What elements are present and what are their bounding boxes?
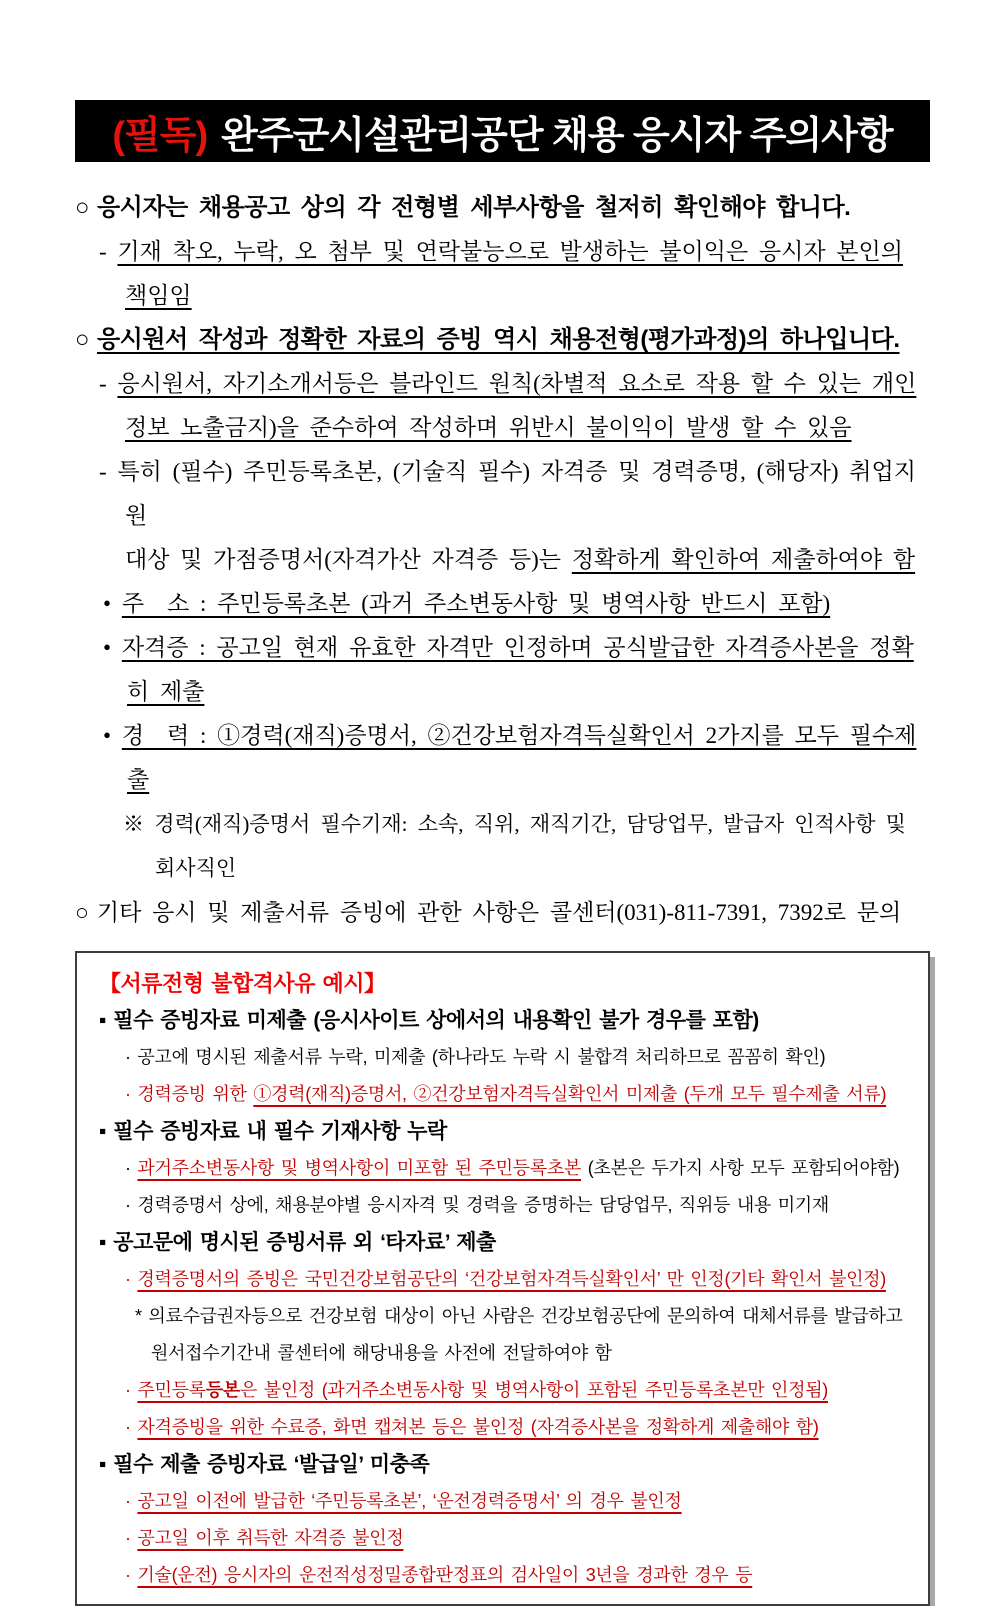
notice-career-required-fields-text: 경력(재직)증명서 필수기재: 소속, 직위, 재직기간, 담당업무, 발급자 인적사항 및 회사직인 — [154, 812, 906, 880]
notice-address-text: 주 소 : 주민등록초본 (과거 주소변동사항 및 병역사항 반드시 포함) — [121, 591, 831, 616]
header-banner — [75, 100, 930, 162]
fail-item-omitted-docs-text: 공고에 명시된 제출서류 누락, 미제출 (하나라도 누락 시 불합격 처리하므로 꼼꼼히 확인) — [137, 1047, 826, 1067]
fail-item-deungbon-rejected — [99, 1372, 912, 1409]
fail-item-deungbon-bold: 등본 — [205, 1380, 240, 1400]
fail-item-nhis-only — [99, 1261, 912, 1298]
notice-license-text: 자격증 : 공고일 현재 유효한 자격만 인정하며 공식발급한 자격증사본을 정확히 제출 — [121, 635, 914, 704]
fail-note-medical-aid-line1: 의료수급권자등으로 건강보험 대상이 아닌 사람은 건강보험공단에 문의하여 대체서류를 발급하고 — [148, 1306, 903, 1326]
square-bullet: ▪ — [99, 1120, 106, 1143]
fail-note-medical-aid — [99, 1298, 912, 1372]
mandatory-read-badge: (필독) — [112, 114, 208, 157]
notice-required-docs-line2-plain: 대상 및 가점증명서(자격가산 자격증 등)는 — [125, 547, 572, 572]
notice-application-proof-text: 응시원서 작성과 정확한 자료의 증빙 역시 채용전형(평가과정)의 하나입니다. — [97, 326, 900, 353]
reference-mark: ※ — [123, 812, 144, 836]
fail-item-driving-aptitude-expired — [99, 1557, 912, 1594]
mid-dot-bullet: · — [125, 1565, 131, 1585]
fail-item-career-cert-missing-fields-text: 경력증명서 상에, 채용분야별 응시자격 및 경력을 증명하는 담당업무, 직위등 내용 미기재 — [137, 1195, 829, 1215]
fail-item-driving-aptitude-expired-text: 기술(운전) 응시자의 운전적성정밀종합판정표의 검사일이 3년을 경과한 경우 등 — [137, 1565, 753, 1585]
notice-list — [75, 186, 930, 935]
notice-required-docs — [75, 450, 930, 582]
fail-item-career-proof-underline: ①경력(재직)증명서, ②건강보험자격득실확인서 미제출 (두개 모두 필수제출 서류) — [253, 1084, 887, 1104]
fail-item-abstract-missing-history-black: (초본은 두가지 사항 모두 포함되어야함) — [581, 1158, 900, 1178]
dash-bullet: - — [99, 371, 107, 396]
fail-box-title: 【서류전형 불합격사유 예시】 — [99, 971, 386, 996]
mid-dot-bullet: · — [125, 1269, 131, 1289]
mid-dot-bullet: · — [125, 1417, 131, 1437]
notice-required-docs-line2-underline: 정확하게 확인하여 제출하여야 함 — [571, 547, 916, 572]
fail-item-abstract-missing-history — [99, 1150, 912, 1187]
fail-item-career-proof-plain: 경력증빙 위한 — [137, 1084, 254, 1104]
fail-item-screenshot-rejected-text: 자격증빙을 위한 수료증, 화면 캡쳐본 등은 불인정 (자격증사본을 정확하게 제출해야 함) — [137, 1417, 819, 1437]
notice-application-proof — [75, 318, 930, 362]
fail-item-issued-before-notice-text: 공고일 이전에 발급한 ‘주민등록초본’, ‘운전경력증명서’ 의 경우 불인정 — [137, 1491, 682, 1511]
mid-dot-bullet: · — [125, 1084, 131, 1104]
square-bullet: ▪ — [99, 1453, 106, 1476]
notice-blind-principle — [75, 362, 930, 450]
mid-dot-bullet: · — [125, 1158, 131, 1178]
mid-dot-bullet: · — [125, 1528, 131, 1548]
notice-blind-principle-line2: 정보 노출금지)을 준수하여 작성하며 위반시 불이익이 발생 할 수 있음 — [125, 415, 852, 440]
fail-item-abstract-missing-history-red: 과거주소변동사항 및 병역사항이 미포함 된 주민등록초본 — [137, 1158, 582, 1178]
notice-check-details — [75, 186, 930, 230]
asterisk-bullet: * — [135, 1306, 142, 1326]
fail-heading-missing-fields — [99, 1113, 912, 1150]
fail-heading-issue-date — [99, 1446, 912, 1483]
fail-heading-other-materials-text: 공고문에 명시된 증빙서류 외 ‘타자료’ 제출 — [113, 1231, 496, 1254]
fail-item-nhis-only-text: 경력증명서의 증빙은 국민건강보험공단의 ‘건강보험자격득실확인서’ 만 인정(기타 확인서 불인정) — [137, 1269, 886, 1289]
notice-contact-callcenter — [75, 890, 930, 935]
fail-heading-issue-date-text: 필수 제출 증빙자료 ‘발급일’ 미충족 — [113, 1453, 430, 1476]
fail-item-career-cert-missing-fields — [99, 1187, 912, 1224]
fail-item-career-proof-missing — [99, 1076, 912, 1113]
notice-address-item — [75, 582, 930, 626]
fail-item-deungbon-prefix: 주민등록 — [137, 1380, 206, 1400]
notice-required-docs-line1: 특히 (필수) 주민등록초본, (기술직 필수) 자격증 및 경력증명, (해당자) 취업지원 — [117, 459, 916, 528]
fail-item-omitted-docs — [99, 1039, 912, 1076]
fail-item-screenshot-rejected — [99, 1409, 912, 1446]
dot-bullet: • — [103, 635, 112, 660]
mid-dot-bullet: · — [125, 1491, 131, 1511]
notice-check-details-text: 응시자는 채용공고 상의 각 전형별 세부사항을 철저히 확인해야 합니다. — [97, 194, 851, 221]
fail-heading-missing-docs — [99, 1002, 912, 1039]
fail-item-acquired-after-notice — [99, 1520, 912, 1557]
square-bullet: ▪ — [99, 1009, 106, 1032]
square-bullet: ▪ — [99, 1231, 106, 1254]
fail-reasons-box — [75, 951, 930, 1606]
document-title: 완주군시설관리공단 채용 응시자 주의사항 — [221, 114, 893, 157]
dot-bullet: • — [103, 591, 112, 616]
mid-dot-bullet: · — [125, 1047, 131, 1067]
fail-note-medical-aid-line2: 원서접수기간내 콜센터에 해당내용을 사전에 전달하여야 함 — [151, 1343, 612, 1363]
notice-blind-principle-line1: 응시원서, 자기소개서등은 블라인드 원칙(차별적 요소로 작용 할 수 있는 개인 — [117, 371, 917, 396]
dot-bullet: • — [103, 723, 112, 748]
fail-heading-missing-fields-text: 필수 증빙자료 내 필수 기재사항 누락 — [113, 1120, 447, 1143]
circle-bullet: ○ — [75, 899, 89, 925]
notice-license-item — [75, 626, 930, 714]
circle-bullet: ○ — [75, 194, 89, 221]
fail-heading-missing-docs-text: 필수 증빙자료 미제출 (응시사이트 상에서의 내용확인 불가 경우를 포함) — [113, 1009, 759, 1032]
notice-contact-text: 기타 응시 및 제출서류 증빙에 관한 사항은 콜센터(031)-811-7391, 7392로 문의 — [96, 900, 902, 925]
mid-dot-bullet: · — [125, 1195, 131, 1215]
fail-heading-other-materials — [99, 1224, 912, 1261]
notice-responsibility-text: 기재 착오, 누락, 오 첨부 및 연락불능으로 발생하는 불이익은 응시자 본인의 책임임 — [117, 239, 903, 308]
dash-bullet: - — [99, 459, 107, 484]
mid-dot-bullet: · — [125, 1380, 131, 1400]
dash-bullet: - — [99, 239, 107, 264]
notice-responsibility — [75, 230, 930, 318]
circle-bullet: ○ — [75, 326, 89, 353]
fail-item-acquired-after-notice-text: 공고일 이후 취득한 자격증 불인정 — [137, 1528, 404, 1548]
fail-item-deungbon-suffix: 은 불인정 (과거주소변동사항 및 병역사항이 포함된 주민등록초본만 인정됨) — [239, 1380, 828, 1400]
notice-career-item — [75, 714, 930, 802]
fail-item-issued-before-notice — [99, 1483, 912, 1520]
notice-career-required-fields — [75, 802, 930, 890]
notice-career-text: 경 력 : ①경력(재직)증명서, ②건강보험자격득실확인서 2가지를 모두 필수제출 — [121, 723, 917, 792]
